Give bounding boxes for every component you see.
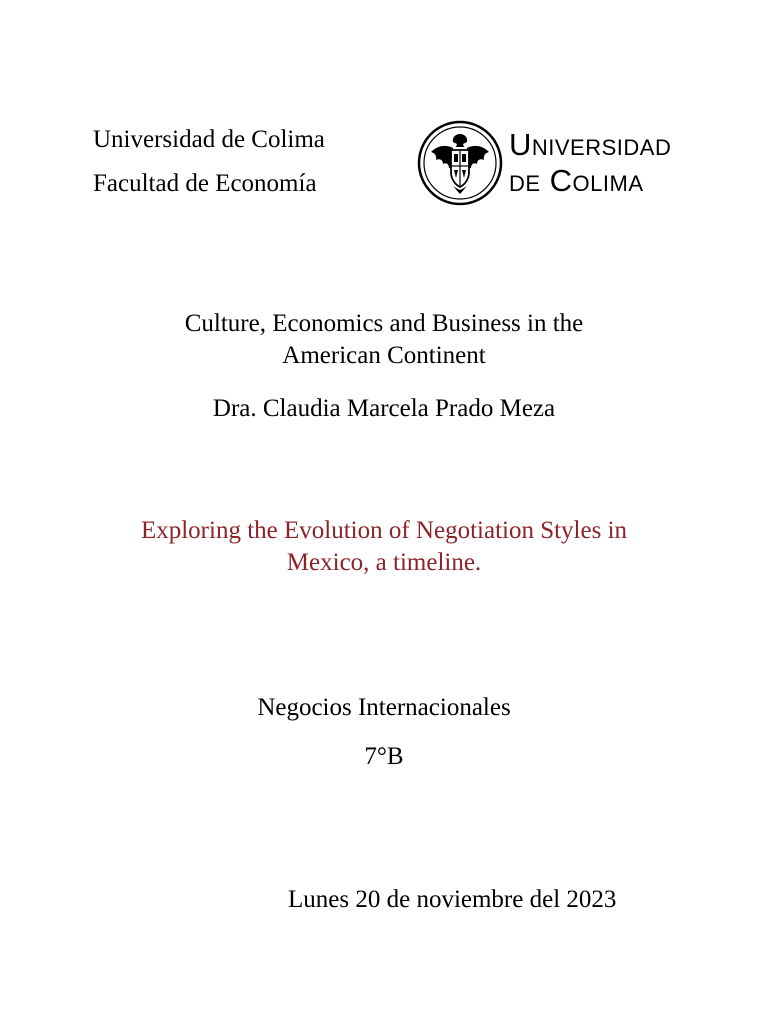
eagle-seal-icon	[417, 120, 503, 206]
document-date: Lunes 20 de noviembre del 2023	[288, 886, 617, 913]
logo-text-universidad: Universidad	[509, 127, 672, 162]
title-line-1: Exploring the Evolution of Negotiation Styles in	[140, 517, 628, 544]
program-name: Negocios Internacionales	[257, 694, 511, 721]
teacher-name: Dra. Claudia Marcela Prado Meza	[212, 395, 556, 422]
university-name: Universidad de Colima	[93, 126, 325, 153]
course-name	[0, 308, 768, 372]
course-line-2: American Continent	[282, 342, 486, 369]
university-logo	[417, 120, 707, 206]
course-line-1: Culture, Economics and Business in the	[184, 310, 584, 337]
group-label: 7°B	[364, 743, 404, 770]
faculty-name: Facultad de Economía	[93, 170, 317, 197]
logo-text-de-colima: de Colima	[509, 163, 644, 198]
title-line-2: Mexico, a timeline.	[286, 549, 482, 576]
document-title	[0, 515, 768, 579]
